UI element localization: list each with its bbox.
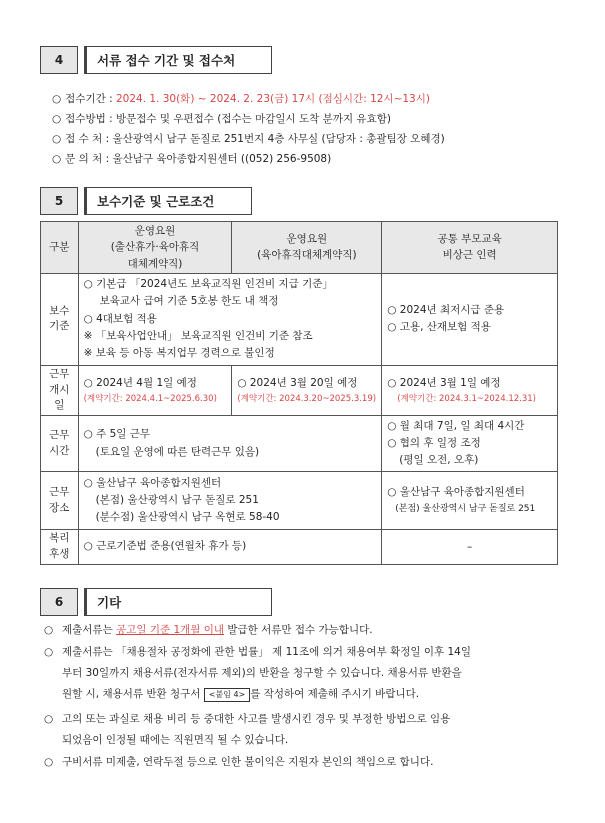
row-label: 근무 개시 일 (41, 365, 79, 415)
sec6-item: ○ 제출서류는 공고일 기준 1개월 이내 발급한 서류만 접수 가능합니다. (44, 624, 373, 636)
sec4-item: ○ 접 수 처 : 울산광역시 남구 돋질로 251번지 4층 사무실 (담당자 : 총괄팀장 오혜경) (52, 133, 445, 145)
header-col-2: 운영요원 (육아휴직대체계약직) (232, 222, 382, 274)
header-category: 구분 (41, 222, 79, 274)
row-label: 근무 장소 (41, 472, 79, 530)
sec6-item: ○ 고의 또는 과실로 채용 비리 등 중대한 사고를 발생시킨 경우 및 부정한 방법으로 임용 되었음이 인정될 때에는 직원면직 될 수 있습니다. (44, 713, 451, 746)
row-label: 근무 시간 (41, 416, 79, 472)
section-5-header (40, 187, 252, 215)
place-left: ○ 울산남구 육아종합지원센터 (본점) 울산광역시 남구 돋질로 251 (분수점) 울산광역시 남구 옥현로 58-40 (78, 472, 382, 530)
section-4-header (40, 46, 272, 74)
welfare-left: ○ 근로기준법 준용(연월차 휴가 등) (78, 530, 382, 565)
section-title: 서류 접수 기간 및 접수처 (84, 46, 272, 74)
pay-right: ○ 2024년 최저시급 준용 ○ 고용, 산재보험 적용 (382, 273, 558, 365)
sec4-item: ○ 접수기간 : 2024. 1. 30(화) ~ 2024. 2. 23(금) 17시 (점심시간: 12시~13시) (52, 93, 430, 105)
start-col-1: ○ 2024년 4월 1일 예정 (계약기간: 2024.4.1~2025.6.30) (78, 365, 232, 415)
welfare-right: – (382, 530, 558, 565)
table-header-row (41, 222, 558, 274)
start-col-2: ○ 2024년 3월 20일 예정 (계약기간: 2024.3.20~2025.3.19) (232, 365, 382, 415)
header-col-1: 운영요원 (출산휴가·육아휴직 대체계약직) (78, 222, 232, 274)
work-conditions-table (40, 221, 558, 565)
section-title: 보수기준 및 근로조건 (84, 187, 252, 215)
section-number: 5 (40, 187, 78, 215)
pay-left: ○ 기본급 「2024년도 보육교직원 인건비 지급 기준」 보육교사 급여 기준 5호봉 한도 내 책정 ○ 4대보험 적용 ※ 「보육사업안내」 보육교직원 인건비 기준 참조 ※ 보육 등 아동 복지업무 경력으로 불인정 (78, 273, 382, 365)
sec6-item: ○ 구비서류 미제출, 연락두절 등으로 인한 불이익은 지원자 본인의 책임으로 합니다. (44, 756, 434, 768)
start-col-3: ○ 2024년 3월 1일 예정 (계약기간: 2024.3.1~2024.12.31) (382, 365, 558, 415)
table-row-pay (41, 273, 558, 365)
hours-right: ○ 월 최대 7일, 일 최대 4시간 ○ 협의 후 일정 조정 (평일 오전, 오후) (382, 416, 558, 472)
row-label: 보수 기준 (41, 273, 79, 365)
place-right: ○ 울산남구 육아종합지원센터 (본점) 울산광역시 남구 돋질로 251 (382, 472, 558, 530)
table-row-start (41, 365, 558, 415)
header-col-3: 공통 부모교육 비상근 인력 (382, 222, 558, 274)
row-label: 복리 후생 (41, 530, 79, 565)
table-row-place (41, 472, 558, 530)
section-6-header (40, 588, 272, 616)
table-row-welfare (41, 530, 558, 565)
sec4-item: ○ 문 의 처 : 울산남구 육아종합지원센터 ((052) 256-9508) (52, 153, 332, 165)
hours-left: ○ 주 5일 근무 (토요일 운영에 따른 탄력근무 있음) (78, 416, 382, 472)
section-number: 6 (40, 588, 78, 616)
table-row-hours (41, 416, 558, 472)
sec4-item: ○ 접수방법 : 방문접수 및 우편접수 (접수는 마감일시 도착 분까지 유효함) (52, 113, 391, 125)
sec6-item: ○ 제출서류는 「채용절차 공정화에 관한 법률」 제 11조에 의거 채용여부 확정일 이후 14일 부터 30일까지 채용서류(전자서류 제외)의 반환을 청구할 수 있습니다. 채용서류 반환을 원할 시, 채용서류 반환 청구서 <붙임 4> 를 작성하여 제출해 주시기 바랍니다. (44, 646, 472, 700)
attachment-label: <붙임 4> (204, 688, 251, 702)
section-number: 4 (40, 46, 78, 74)
section-title: 기타 (84, 588, 272, 616)
